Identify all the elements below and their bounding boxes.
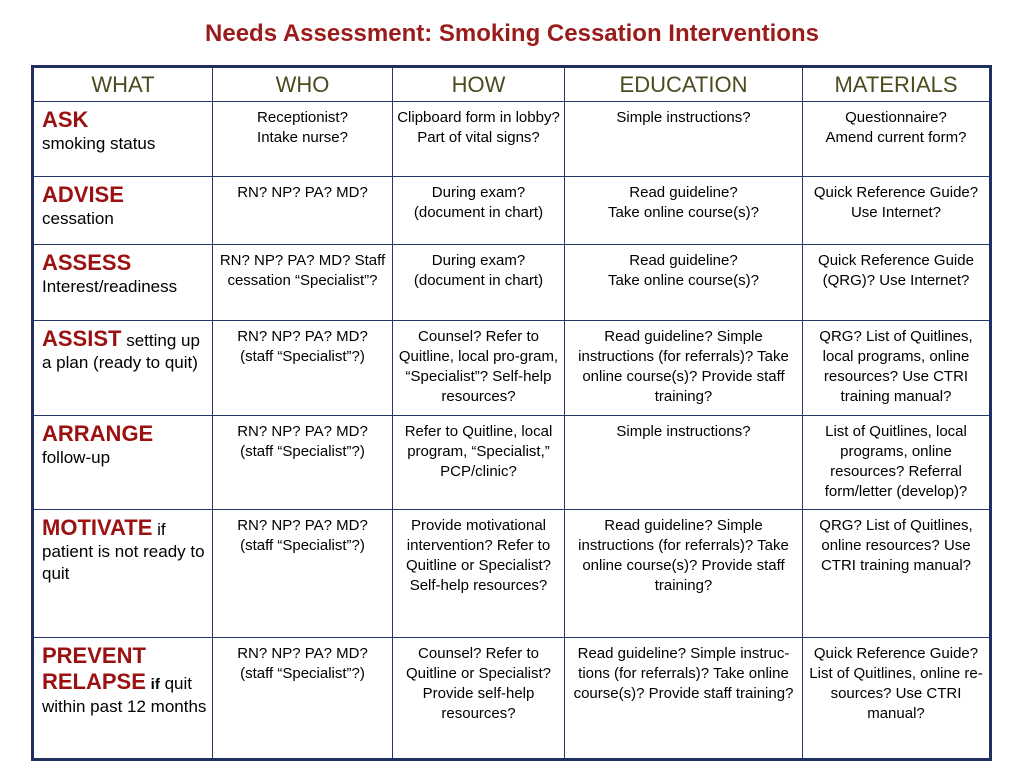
how-cell xyxy=(393,102,565,177)
what-cell xyxy=(33,177,213,245)
step-qualifier: if xyxy=(150,676,160,693)
how-cell xyxy=(393,510,565,638)
column-header-education: EDUCATION xyxy=(565,67,803,102)
who-cell xyxy=(213,102,393,177)
education-text: Read guideline? Take online course(s)? xyxy=(608,184,759,221)
who-cell xyxy=(213,245,393,321)
how-text: Clipboard form in lobby? Part of vital signs? xyxy=(397,109,560,146)
materials-cell xyxy=(803,177,991,245)
materials-cell xyxy=(803,245,991,321)
step-name: ASK xyxy=(42,107,89,132)
column-header-what: WHAT xyxy=(33,67,213,102)
page-title: Needs Assessment: Smoking Cessation Interventions xyxy=(205,20,819,47)
what-cell xyxy=(33,416,213,510)
materials-text: Quick Reference Guide (QRG)? Use Internet? xyxy=(818,252,974,289)
step-description: follow-up xyxy=(42,448,111,467)
materials-cell xyxy=(803,638,991,760)
who-text: Receptionist? Intake nurse? xyxy=(257,109,348,146)
materials-cell xyxy=(803,102,991,177)
step-description: setting up a plan (ready to quit) xyxy=(42,331,200,372)
table-row xyxy=(33,102,991,177)
who-cell xyxy=(213,177,393,245)
education-text: Read guideline? Simple instructions (for referrals)? Take online course(s)? Provide staff training? xyxy=(578,517,789,594)
education-cell xyxy=(565,321,803,416)
education-cell xyxy=(565,177,803,245)
step-description-block xyxy=(42,326,208,374)
header-row xyxy=(33,67,991,102)
who-text: RN? NP? PA? MD? Staff cessation “Specialist”? xyxy=(219,252,386,289)
how-cell xyxy=(393,177,565,245)
education-cell xyxy=(565,245,803,321)
who-cell xyxy=(213,510,393,638)
table-row xyxy=(33,510,991,638)
step-description: if patient is not ready to quit xyxy=(42,520,205,583)
how-text: Counsel? Refer to Quitline or Specialist? Provide self-help resources? xyxy=(405,645,552,722)
who-text: RN? NP? PA? MD? xyxy=(237,184,368,201)
who-cell xyxy=(213,321,393,416)
step-description: smoking status xyxy=(42,134,156,153)
education-text: Simple instructions? xyxy=(616,423,751,440)
who-text: RN? NP? PA? MD? (staff “Specialist”?) xyxy=(237,517,368,554)
education-cell xyxy=(565,638,803,760)
step-name: ASSESS xyxy=(42,250,132,275)
materials-cell xyxy=(803,510,991,638)
table-row xyxy=(33,416,991,510)
who-text: RN? NP? PA? MD? (staff “Specialist”?) xyxy=(237,645,368,682)
how-cell xyxy=(393,416,565,510)
step-name: ARRANGE xyxy=(42,421,154,446)
table-row xyxy=(33,245,991,321)
education-text: Read guideline? Take online course(s)? xyxy=(608,252,759,289)
who-text: RN? NP? PA? MD? (staff “Specialist”?) xyxy=(237,328,368,365)
table-row xyxy=(33,321,991,416)
what-cell xyxy=(33,321,213,416)
education-cell xyxy=(565,416,803,510)
materials-cell xyxy=(803,416,991,510)
step-description: Interest/readiness xyxy=(42,277,178,296)
step-name: MOTIVATE xyxy=(42,515,153,540)
materials-text: QRG? List of Quitlines, online resources? Use CTRI training manual? xyxy=(819,517,973,574)
what-cell xyxy=(33,245,213,321)
who-text: RN? NP? PA? MD? (staff “Specialist”?) xyxy=(237,423,368,460)
table-row xyxy=(33,177,991,245)
education-cell xyxy=(565,510,803,638)
column-header-how: HOW xyxy=(393,67,565,102)
how-cell xyxy=(393,321,565,416)
step-description-block xyxy=(42,515,208,585)
column-header-materials: MATERIALS xyxy=(803,67,991,102)
education-text: Simple instructions? xyxy=(616,109,751,126)
how-text: During exam? (document in chart) xyxy=(413,252,544,289)
table-row xyxy=(33,638,991,760)
step-description: cessation xyxy=(42,209,114,228)
materials-text: List of Quitlines, local programs, online resources? Referral form/letter (develop)? xyxy=(824,423,968,500)
education-text: Read guideline? Simple instruc-tions (for referrals)? Take online course(s)? Provide staff training? xyxy=(573,645,794,702)
step-name: PREVENT RELAPSE xyxy=(42,643,146,694)
materials-text: QRG? List of Quitlines, local programs, online resources? Use CTRI training manual? xyxy=(819,328,973,405)
how-text: Refer to Quitline, local program, “Specialist,” PCP/clinic? xyxy=(404,423,553,480)
what-cell xyxy=(33,638,213,760)
materials-cell xyxy=(803,321,991,416)
step-description-block xyxy=(42,643,208,718)
how-text: Counsel? Refer to Quitline, local pro-gram, “Specialist”? Self-help resources? xyxy=(398,328,559,405)
education-cell xyxy=(565,102,803,177)
what-cell xyxy=(33,510,213,638)
how-text: Provide motivational intervention? Refer to Quitline or Specialist? Self-help resources? xyxy=(405,517,552,594)
education-text: Read guideline? Simple instructions (for referrals)? Take online course(s)? Provide staff training? xyxy=(578,328,789,405)
step-name: ADVISE xyxy=(42,182,124,207)
who-cell xyxy=(213,638,393,760)
how-cell xyxy=(393,245,565,321)
who-cell xyxy=(213,416,393,510)
step-description: quit within past 12 months xyxy=(42,674,207,716)
interventions-table xyxy=(31,65,992,761)
materials-text: Quick Reference Guide? Use Internet? xyxy=(813,184,979,221)
materials-text: Quick Reference Guide? List of Quitlines, online re-sources? Use CTRI manual? xyxy=(809,645,983,722)
column-header-who: WHO xyxy=(213,67,393,102)
step-name: ASSIST xyxy=(42,326,122,351)
how-cell xyxy=(393,638,565,760)
materials-text: Questionnaire? Amend current form? xyxy=(825,109,967,146)
how-text: During exam? (document in chart) xyxy=(413,184,544,221)
what-cell xyxy=(33,102,213,177)
